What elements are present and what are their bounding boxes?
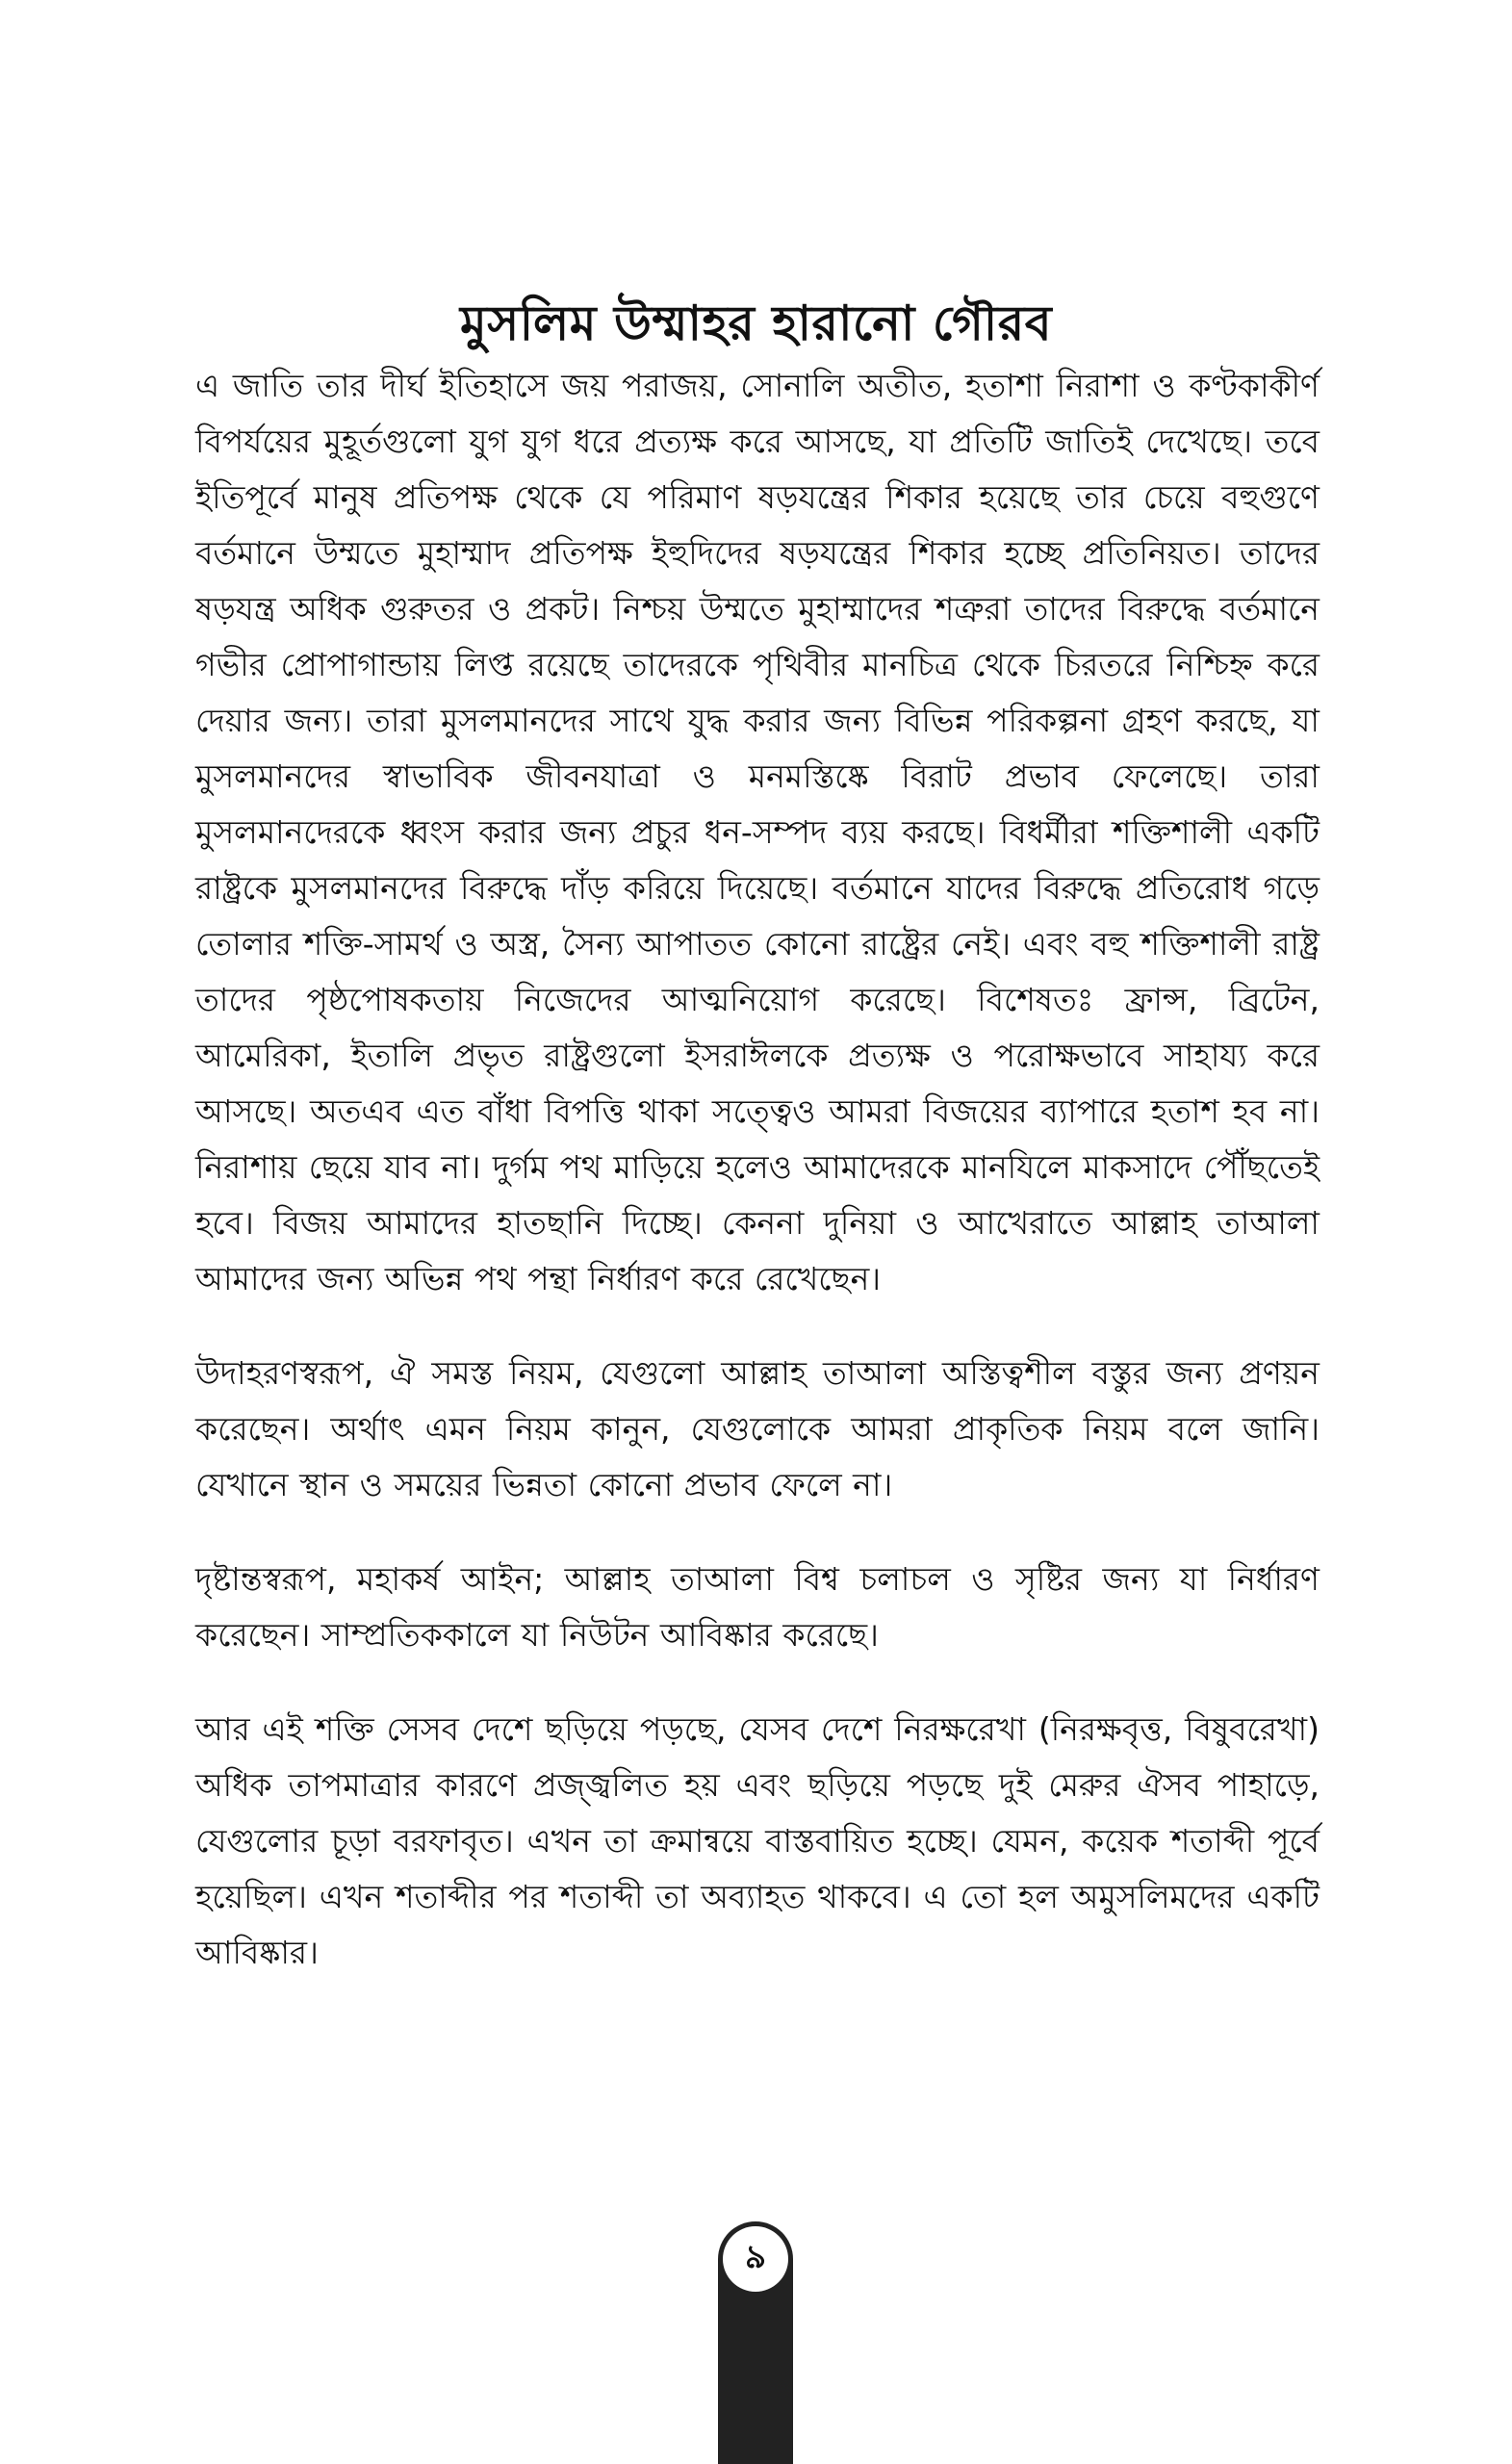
paragraph-3: দৃষ্টান্তস্বরূপ, মহাকর্ষ আইন; আল্লাহ তাআলা বিশ্ব চলাচল ও সৃষ্টির জন্য যা নির্ধারণ করেছেন। সাম্প্রতিককালে যা নিউটন আবিষ্কার করেছে।	[195, 1560, 1320, 1654]
paragraph-1: এ জাতি তার দীর্ঘ ইতিহাসে জয় পরাজয়, সোনালি অতীত, হতাশা নিরাশা ও কণ্টকাকীর্ণ বিপর্যয়ের মুহূর্তগুলো যুগ যুগ ধরে প্রত্যক্ষ করে আসছে, যা প্রতিটি জাতিই দেখেছে। তবে ইতিপূর্বে মানুষ প্রতিপক্ষ থেকে যে পরিমাণ ষড়যন্ত্রের শিকার হয়েছে তার চেয়ে বহুগুণে বর্তমানে উম্মতে মুহাম্মাদ প্রতিপক্ষ ইহুদিদের ষড়যন্ত্রের শিকার হচ্ছে প্রতিনিয়ত। তাদের ষড়যন্ত্র অধিক গুরুতর ও প্রকট। নিশ্চয় উম্মতে মুহাম্মাদের শত্রুরা তাদের বিরুদ্ধে বর্তমানে গভীর প্রোপাগান্ডায় লিপ্ত রয়েছে তাদেরকে পৃথিবীর মানচিত্র থেকে চিরতরে নিশ্চিহ্ন করে দেয়ার জন্য। তারা মুসলমানদের সাথে যুদ্ধ করার জন্য বিভিন্ন পরিকল্পনা গ্রহণ করছে, যা মুসলমানদের স্বাভাবিক জীবনযাত্রা ও মনমস্তিষ্কে বিরাট প্রভাব ফেলেছে। তারা মুসলমানদেরকে ধ্বংস করার জন্য প্রচুর ধন-সম্পদ ব্যয় করছে। বিধর্মীরা শক্তিশালী একটি রাষ্ট্রকে মুসলমানদের বিরুদ্ধে দাঁড় করিয়ে দিয়েছে। বর্তমানে যাদের বিরুদ্ধে প্রতিরোধ গড়ে তোলার শক্তি-সামর্থ ও অস্ত্র, সৈন্য আপাতত কোনো রাষ্ট্রের নেই। এবং বহু শক্তিশালী রাষ্ট্র তাদের পৃষ্ঠপোষকতায় নিজেদের আত্মনিয়োগ করেছে। বিশেষতঃ ফ্রান্স, ব্রিটেন, আমেরিকা, ইতালি প্রভৃত রাষ্ট্রগুলো ইসরাঈলকে প্রত্যক্ষ ও পরোক্ষভাবে সাহায্য করে আসছে। অতএব এত বাঁধা বিপত্তি থাকা সত্ত্বেও আমরা বিজয়ের ব্যাপারে হতাশ হব না। নিরাশায় ছেয়ে যাব না। দুর্গম পথ মাড়িয়ে হলেও আমাদেরকে মানযিলে মাকসাদে পৌঁছতেই হবে। বিজয় আমাদের হাতছানি দিচ্ছে। কেননা দুনিয়া ও আখেরাতে আল্লাহ তাআলা আমাদের জন্য অভিন্ন পথ পন্থা নির্ধারণ করে রেখেছেন।	[195, 367, 1320, 1297]
page-body	[195, 358, 1320, 2019]
page-number: ৯	[723, 2226, 788, 2292]
paragraph-4: আর এই শক্তি সেসব দেশে ছড়িয়ে পড়ছে, যেসব দেশে নিরক্ষরেখা (নিরক্ষবৃত্ত, বিষুবরেখা) অধিক তাপমাত্রার কারণে প্রজ্জ্বলিত হয় এবং ছড়িয়ে পড়ছে দুই মেরুর ঐসব পাহাড়ে, যেগুলোর চূড়া বরফাবৃত। এখন তা ক্রমান্বয়ে বাস্তবায়িত হচ্ছে। যেমন, কয়েক শতাব্দী পূর্বে হয়েছিল। এখন শতাব্দীর পর শতাব্দী তা অব্যাহত থাকবে। এ তো হল অমুসলিমদের একটি আবিষ্কার।	[195, 1710, 1320, 1971]
paragraph-2: উদাহরণস্বরূপ, ঐ সমস্ত নিয়ম, যেগুলো আল্লাহ তাআলা অস্তিত্বশীল বস্তুর জন্য প্রণয়ন করেছেন। অর্থাৎ এমন নিয়ম কানুন, যেগুলোকে আমরা প্রাকৃতিক নিয়ম বলে জানি। যেখানে স্থান ও সময়ের ভিন্নতা কোনো প্রভাব ফেলে না।	[195, 1354, 1320, 1503]
chapter-title: মুসলিম উম্মাহর হারানো গৌরব	[459, 295, 1053, 351]
